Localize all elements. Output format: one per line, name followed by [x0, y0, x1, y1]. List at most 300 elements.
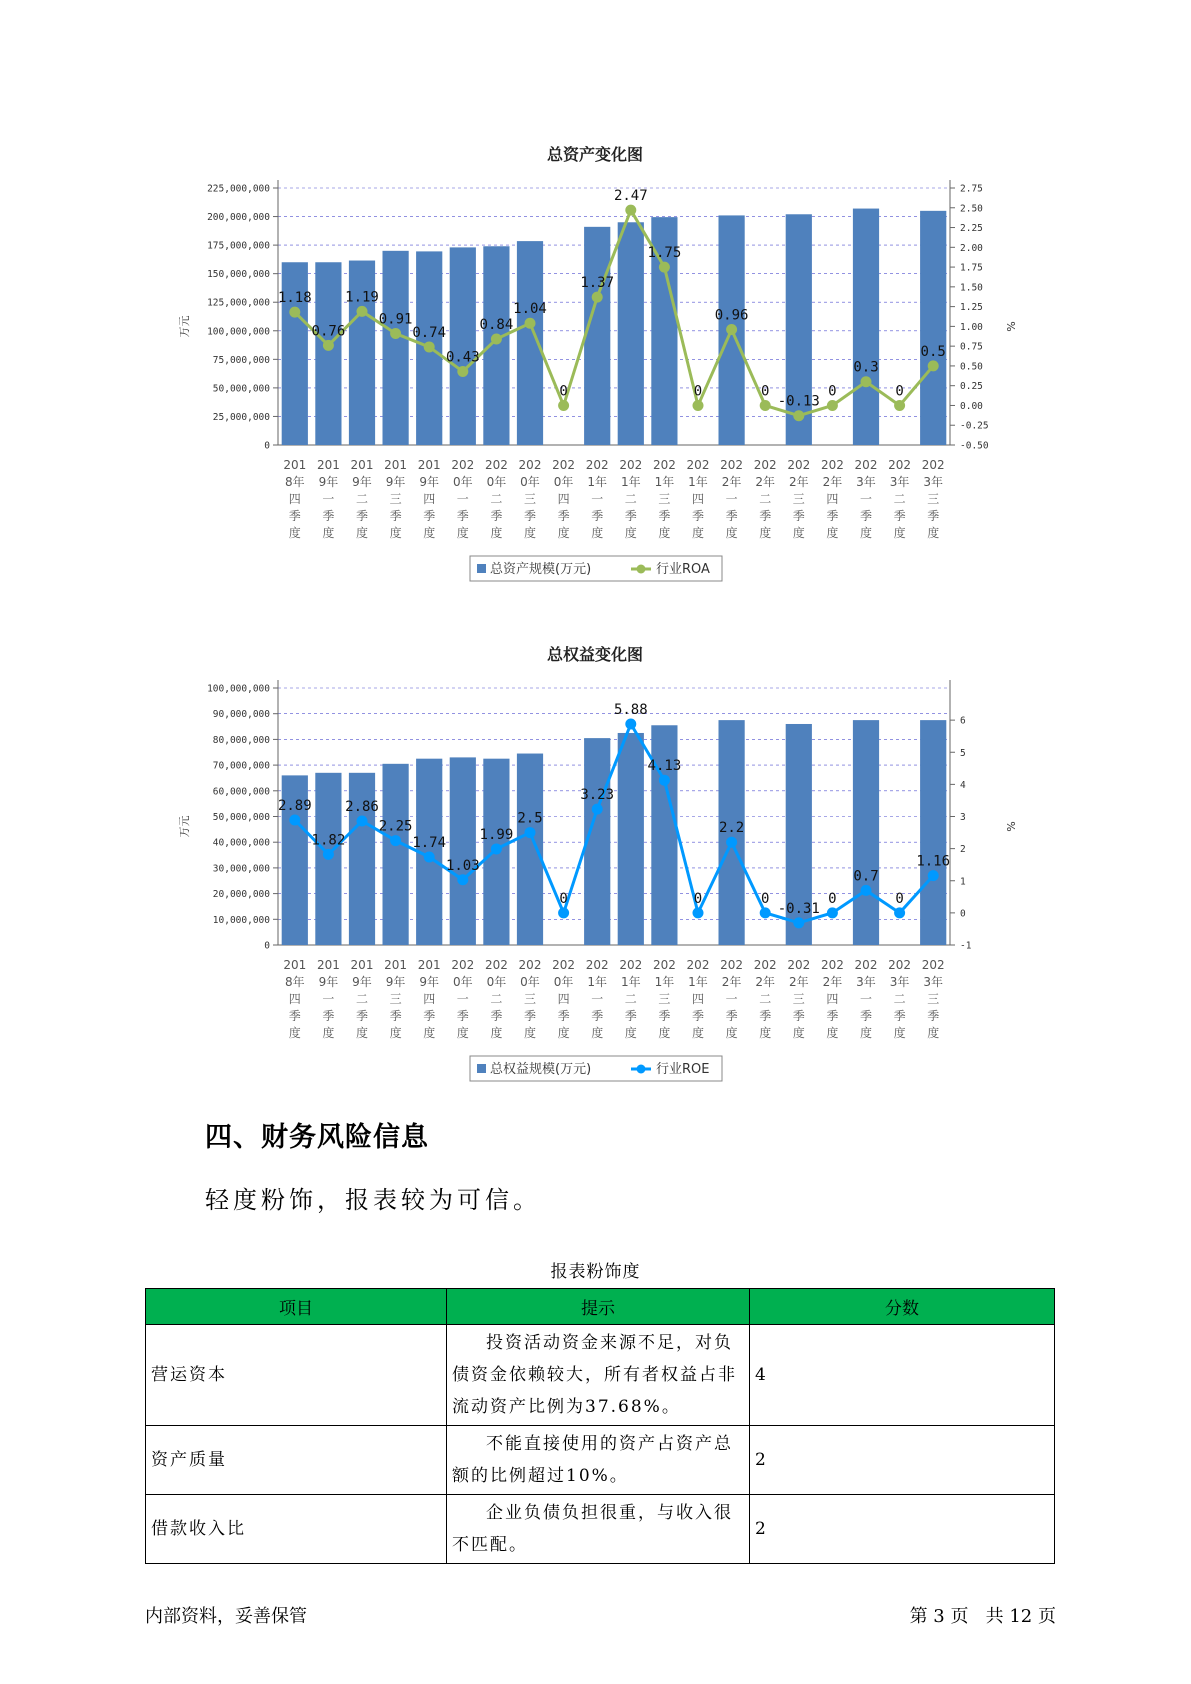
y-tick-label: 50,000,000 — [212, 812, 270, 823]
x-tick-label: 四 — [691, 492, 705, 506]
line-point — [726, 837, 737, 848]
line-point — [760, 907, 771, 918]
x-tick-label: 9年 — [318, 475, 339, 489]
x-tick-label: 季 — [859, 509, 873, 523]
y-tick-label: 75,000,000 — [212, 354, 270, 366]
x-tick-label: 度 — [927, 1026, 940, 1040]
x-tick-label: 季 — [591, 509, 604, 523]
line-point — [928, 360, 939, 371]
line-point — [457, 874, 468, 885]
data-label: 0 — [828, 890, 837, 907]
x-tick-label: 3年 — [889, 475, 910, 489]
x-tick-label: 度 — [759, 1026, 772, 1040]
x-tick-label: 度 — [792, 1026, 805, 1040]
x-tick-label: 度 — [557, 1026, 570, 1040]
x-tick-label: 1年 — [620, 475, 641, 489]
x-tick-label: 202 — [720, 958, 744, 972]
y2-tick-label: 1.00 — [960, 321, 983, 333]
line-point — [592, 292, 603, 303]
x-tick-label: 二 — [624, 492, 637, 506]
header-score: 分数 — [750, 1289, 1055, 1325]
x-tick-label: 季 — [658, 1009, 671, 1023]
x-tick-label: 季 — [355, 1009, 369, 1023]
x-tick-label: 1年 — [688, 475, 708, 489]
x-tick-label: 2年 — [721, 475, 742, 489]
y-axis-unit: 万元 — [178, 815, 191, 838]
data-label: 2.89 — [277, 798, 312, 815]
x-tick-label: 度 — [389, 1026, 402, 1040]
bar — [382, 251, 408, 445]
data-label: 1.74 — [412, 834, 447, 851]
x-tick-label: 四 — [557, 492, 570, 506]
table-row — [146, 1495, 1055, 1564]
x-tick-label: 度 — [624, 1026, 637, 1040]
x-tick-label: 季 — [624, 509, 637, 523]
x-tick-label: 1年 — [587, 475, 608, 489]
line-point — [659, 775, 670, 786]
line-point — [289, 815, 300, 826]
row-item: 营运资本 — [146, 1325, 447, 1426]
line-point — [323, 340, 334, 351]
x-tick-label: 201 — [316, 958, 340, 972]
x-tick-label: 202 — [518, 458, 542, 472]
x-tick-label: 四 — [423, 992, 436, 1006]
x-tick-label: 季 — [591, 1009, 604, 1023]
x-tick-label: 度 — [355, 526, 369, 540]
x-tick-label: 度 — [423, 1026, 436, 1040]
y2-tick-label: 0.00 — [960, 400, 983, 412]
x-tick-label: 季 — [859, 1009, 873, 1023]
x-tick-label: 度 — [893, 1026, 906, 1040]
x-tick-label: 季 — [691, 509, 705, 523]
y2-tick-label: -0.50 — [960, 440, 989, 452]
x-tick-label: 一 — [456, 492, 469, 506]
x-tick-label: 三 — [792, 992, 805, 1006]
x-tick-label: 1年 — [654, 475, 675, 489]
x-tick-label: 四 — [826, 492, 839, 506]
x-tick-label: 度 — [927, 526, 940, 540]
line-point — [424, 851, 435, 862]
x-tick-label: 2年 — [755, 475, 776, 489]
y2-tick-label: 2.75 — [960, 183, 983, 195]
x-tick-label: 9年 — [352, 975, 372, 989]
x-tick-label: 度 — [759, 526, 772, 540]
x-tick-label: 季 — [826, 509, 839, 523]
legend-bar-swatch — [477, 1064, 486, 1073]
x-tick-label: 0年 — [553, 975, 574, 989]
x-tick-label: 一 — [725, 492, 738, 506]
x-tick-label: 9年 — [419, 975, 440, 989]
x-tick-label: 季 — [927, 1009, 940, 1023]
x-tick-label: 一 — [591, 992, 604, 1006]
x-tick-label: 202 — [921, 458, 945, 472]
x-tick-label: 季 — [490, 509, 503, 523]
x-tick-label: 202 — [753, 958, 777, 972]
x-tick-label: 度 — [826, 1026, 839, 1040]
x-tick-label: 9年 — [318, 975, 339, 989]
y2-tick-label: 1.25 — [960, 302, 983, 314]
x-tick-label: 202 — [484, 958, 508, 972]
y-tick-label: 225,000,000 — [207, 183, 270, 195]
x-tick-label: 202 — [720, 458, 744, 472]
y2-tick-label: 1 — [960, 876, 966, 888]
x-tick-label: 二 — [355, 492, 369, 506]
x-tick-label: 202 — [652, 458, 676, 472]
x-tick-label: 度 — [523, 526, 537, 540]
line-point — [592, 804, 603, 815]
x-tick-label: 9年 — [419, 475, 440, 489]
line-point — [693, 400, 704, 411]
x-tick-label: 3年 — [923, 975, 944, 989]
y-tick-label: 80,000,000 — [212, 734, 270, 746]
x-tick-label: 202 — [686, 458, 710, 472]
x-tick-label: 季 — [523, 509, 537, 523]
y2-tick-label: 0.50 — [960, 361, 983, 373]
data-label: 0.7 — [853, 868, 879, 885]
x-tick-label: 三 — [927, 992, 940, 1006]
bar — [920, 211, 946, 445]
x-tick-label: 3年 — [889, 975, 910, 989]
x-tick-label: 季 — [759, 509, 772, 523]
line-point — [928, 870, 939, 881]
bar — [618, 222, 644, 445]
row-score: 4 — [750, 1325, 1055, 1426]
x-tick-label: 季 — [456, 509, 469, 523]
x-tick-label: 一 — [591, 492, 604, 506]
risk-table — [145, 1288, 1055, 1564]
x-tick-label: 2年 — [721, 975, 742, 989]
y-tick-label: 100,000,000 — [207, 326, 270, 338]
data-label: 0.96 — [714, 307, 749, 324]
y-tick-label: 50,000,000 — [212, 383, 270, 395]
line-point — [861, 376, 872, 387]
row-hint: 不能直接使用的资产占资产总额的比例超过10%。 — [447, 1426, 750, 1495]
x-tick-label: 1年 — [688, 975, 708, 989]
x-tick-label: 二 — [624, 992, 637, 1006]
y-tick-label: 200,000,000 — [207, 212, 270, 224]
x-tick-label: 202 — [686, 958, 710, 972]
x-tick-label: 201 — [283, 458, 307, 472]
x-tick-label: 四 — [423, 492, 436, 506]
line-point — [390, 835, 401, 846]
row-score: 2 — [750, 1426, 1055, 1495]
row-item: 资产质量 — [146, 1426, 447, 1495]
x-tick-label: 度 — [456, 1026, 469, 1040]
table-row — [146, 1325, 1055, 1426]
x-tick-label: 三 — [389, 992, 402, 1006]
y-tick-label: 175,000,000 — [207, 240, 270, 252]
x-tick-label: 季 — [557, 1009, 570, 1023]
x-tick-label: 202 — [451, 458, 475, 472]
x-tick-label: 三 — [927, 492, 940, 506]
x-tick-label: 度 — [355, 1026, 369, 1040]
x-tick-label: 202 — [854, 458, 878, 472]
x-tick-label: 季 — [288, 509, 301, 523]
x-tick-label: 201 — [350, 958, 374, 972]
x-tick-label: 三 — [658, 992, 671, 1006]
legend-line-label: 行业ROA — [656, 562, 710, 577]
data-label: 4.13 — [647, 758, 682, 775]
x-tick-label: 四 — [557, 992, 570, 1006]
x-tick-label: 一 — [322, 492, 335, 506]
row-score: 2 — [750, 1495, 1055, 1564]
data-label: 3.23 — [580, 787, 615, 804]
x-tick-label: 201 — [283, 958, 307, 972]
row-hint: 企业负债负担很重，与收入很不匹配。 — [447, 1495, 750, 1564]
x-tick-label: 二 — [893, 492, 906, 506]
x-tick-label: 2年 — [788, 975, 809, 989]
x-tick-label: 2年 — [755, 975, 776, 989]
x-tick-label: 季 — [456, 1009, 469, 1023]
line-point — [558, 907, 569, 918]
x-tick-label: 三 — [658, 492, 671, 506]
data-label: 0.76 — [311, 323, 346, 340]
x-tick-label: 0年 — [452, 975, 473, 989]
line-point — [323, 849, 334, 860]
x-tick-label: 四 — [826, 992, 839, 1006]
line-point — [827, 400, 838, 411]
line-point — [424, 341, 435, 352]
x-tick-label: 度 — [490, 1026, 503, 1040]
y2-tick-label: 1.75 — [960, 262, 983, 274]
x-tick-label: 三 — [389, 492, 402, 506]
data-label: -0.31 — [777, 900, 820, 917]
x-tick-label: 8年 — [284, 975, 305, 989]
x-tick-label: 度 — [691, 526, 705, 540]
x-tick-label: 3年 — [856, 475, 876, 489]
y-tick-label: 0 — [264, 940, 270, 952]
x-tick-label: 度 — [725, 1026, 738, 1040]
x-tick-label: 度 — [389, 526, 402, 540]
x-tick-label: 度 — [288, 1026, 301, 1040]
x-tick-label: 202 — [921, 958, 945, 972]
x-tick-label: 度 — [725, 526, 738, 540]
total-equity-chart — [0, 630, 1191, 1100]
line-point — [760, 400, 771, 411]
x-tick-label: 201 — [350, 458, 374, 472]
data-label: 2.5 — [517, 810, 543, 827]
legend-bar-swatch — [477, 564, 486, 573]
data-label: 0 — [895, 890, 904, 907]
x-tick-label: 度 — [826, 526, 839, 540]
x-tick-label: 202 — [484, 458, 508, 472]
data-label: 1.75 — [647, 245, 682, 262]
x-tick-label: 8年 — [284, 475, 305, 489]
x-tick-label: 度 — [423, 526, 436, 540]
x-tick-label: 9年 — [352, 475, 372, 489]
data-label: 1.82 — [311, 832, 346, 849]
x-tick-label: 202 — [888, 958, 912, 972]
x-tick-label: 季 — [658, 509, 671, 523]
y-tick-label: 100,000,000 — [207, 683, 270, 695]
data-label: 0 — [559, 890, 568, 907]
bar — [315, 262, 341, 445]
line-point — [894, 400, 905, 411]
x-tick-label: 202 — [787, 458, 811, 472]
x-tick-label: 9年 — [385, 975, 406, 989]
table-header-row — [146, 1289, 1055, 1325]
x-tick-label: 季 — [389, 1009, 402, 1023]
y-tick-label: 25,000,000 — [212, 411, 270, 423]
y-tick-label: 10,000,000 — [212, 914, 270, 926]
x-tick-label: 季 — [355, 509, 369, 523]
data-label: 0 — [760, 890, 770, 907]
x-tick-label: 季 — [557, 509, 570, 523]
y-tick-label: 70,000,000 — [212, 760, 270, 772]
legend-line-label: 行业ROE — [656, 1062, 710, 1077]
x-tick-label: 0年 — [520, 475, 540, 489]
chart-title: 总权益变化图 — [546, 645, 644, 664]
data-label: 5.88 — [613, 701, 648, 718]
y-tick-label: 150,000,000 — [207, 269, 270, 281]
y2-tick-label: 0 — [960, 908, 966, 920]
x-tick-label: 度 — [658, 526, 671, 540]
x-tick-label: 度 — [893, 526, 906, 540]
line-point — [827, 907, 838, 918]
x-tick-label: 202 — [820, 458, 844, 472]
data-label: 1.18 — [277, 290, 312, 307]
data-label: 2.86 — [345, 798, 379, 815]
x-tick-label: 度 — [691, 1026, 705, 1040]
bar — [517, 754, 543, 945]
x-tick-label: 季 — [288, 1009, 301, 1023]
bar — [853, 720, 879, 945]
x-tick-label: 202 — [820, 958, 844, 972]
data-label: 0.3 — [853, 359, 879, 376]
x-tick-label: 度 — [456, 526, 469, 540]
x-tick-label: 季 — [893, 1009, 906, 1023]
x-tick-label: 度 — [624, 526, 637, 540]
line-point — [894, 907, 905, 918]
x-tick-label: 度 — [792, 526, 805, 540]
x-tick-label: 1年 — [620, 975, 641, 989]
x-tick-label: 季 — [423, 509, 436, 523]
x-tick-label: 202 — [619, 458, 643, 472]
x-tick-label: 202 — [552, 958, 576, 972]
bar — [853, 209, 879, 445]
data-label: 0.91 — [378, 311, 413, 328]
data-label: 0 — [693, 383, 703, 400]
x-tick-label: 季 — [624, 1009, 637, 1023]
x-tick-label: 二 — [759, 492, 772, 506]
table-caption: 报表粉饰度 — [550, 1262, 641, 1282]
bar — [584, 227, 610, 445]
x-tick-label: 201 — [316, 458, 340, 472]
x-tick-label: 1年 — [654, 975, 675, 989]
line-point — [659, 262, 670, 273]
y2-tick-label: 2.50 — [960, 203, 983, 215]
x-tick-label: 202 — [854, 958, 878, 972]
x-tick-label: 度 — [859, 526, 873, 540]
data-label: 0 — [895, 383, 904, 400]
x-tick-label: 一 — [859, 492, 873, 506]
x-tick-label: 度 — [557, 526, 570, 540]
x-tick-label: 202 — [619, 958, 643, 972]
y-tick-label: 60,000,000 — [212, 786, 270, 798]
data-label: -0.13 — [777, 393, 820, 410]
x-tick-label: 季 — [423, 1009, 436, 1023]
line-point — [793, 410, 804, 421]
section-heading: 四、财务风险信息 — [205, 1122, 429, 1153]
data-label: 0.74 — [412, 324, 447, 341]
x-tick-label: 2年 — [822, 475, 843, 489]
x-tick-label: 季 — [725, 509, 738, 523]
x-tick-label: 三 — [523, 492, 537, 506]
x-tick-label: 202 — [888, 458, 912, 472]
y-tick-label: 30,000,000 — [212, 863, 270, 875]
y-tick-label: 125,000,000 — [207, 297, 270, 309]
x-tick-label: 二 — [490, 492, 503, 506]
x-tick-label: 度 — [523, 1026, 537, 1040]
y2-tick-label: -0.25 — [960, 420, 989, 432]
bar — [382, 764, 408, 945]
x-tick-label: 季 — [927, 509, 940, 523]
line-point — [793, 917, 804, 928]
x-tick-label: 度 — [322, 526, 335, 540]
x-tick-label: 0年 — [452, 475, 473, 489]
data-label: 1.99 — [479, 826, 514, 843]
line-point — [726, 324, 737, 335]
x-tick-label: 0年 — [553, 475, 574, 489]
data-label: 2.2 — [718, 820, 745, 837]
x-tick-label: 季 — [759, 1009, 772, 1023]
data-label: 1.19 — [345, 289, 379, 306]
x-tick-label: 三 — [792, 492, 805, 506]
data-label: 0.5 — [920, 343, 946, 360]
x-tick-label: 季 — [826, 1009, 839, 1023]
x-tick-label: 一 — [456, 992, 469, 1006]
y2-tick-label: 3 — [960, 812, 966, 823]
footer-right: 第 3 页 共 12 页 — [909, 1606, 1056, 1627]
legend-line-marker — [637, 1065, 646, 1074]
line-point — [289, 307, 300, 318]
line-point — [693, 907, 704, 918]
y2-axis-unit: % — [1004, 821, 1017, 832]
x-tick-label: 度 — [658, 1026, 671, 1040]
data-label: 2.25 — [378, 818, 413, 835]
line-point — [491, 843, 502, 854]
line-point — [357, 306, 368, 317]
x-tick-label: 四 — [691, 992, 705, 1006]
x-tick-label: 202 — [451, 958, 475, 972]
x-tick-label: 季 — [389, 509, 402, 523]
line-point — [457, 366, 468, 377]
x-tick-label: 四 — [288, 492, 301, 506]
chart-title: 总资产变化图 — [546, 145, 644, 164]
table-row — [146, 1426, 1055, 1495]
y-tick-label: 40,000,000 — [212, 837, 270, 849]
x-tick-label: 二 — [355, 992, 369, 1006]
bar — [483, 246, 509, 445]
bar — [920, 720, 946, 945]
x-tick-label: 201 — [384, 958, 408, 972]
section-text: 轻度粉饰，报表较为可信。 — [205, 1186, 541, 1214]
x-tick-label: 季 — [893, 509, 906, 523]
y2-tick-label: -1 — [960, 940, 972, 952]
data-label: 0 — [693, 890, 703, 907]
x-tick-label: 度 — [288, 526, 301, 540]
line-point — [390, 328, 401, 339]
data-label: 2.47 — [613, 188, 648, 205]
legend-bar-label: 总资产规模(万元) — [490, 562, 592, 577]
x-tick-label: 四 — [288, 992, 301, 1006]
line-point — [357, 815, 368, 826]
header-hint: 提示 — [447, 1289, 750, 1325]
x-tick-label: 202 — [753, 458, 777, 472]
x-tick-label: 二 — [893, 992, 906, 1006]
data-label: 0.43 — [445, 349, 480, 366]
x-tick-label: 三 — [523, 992, 537, 1006]
